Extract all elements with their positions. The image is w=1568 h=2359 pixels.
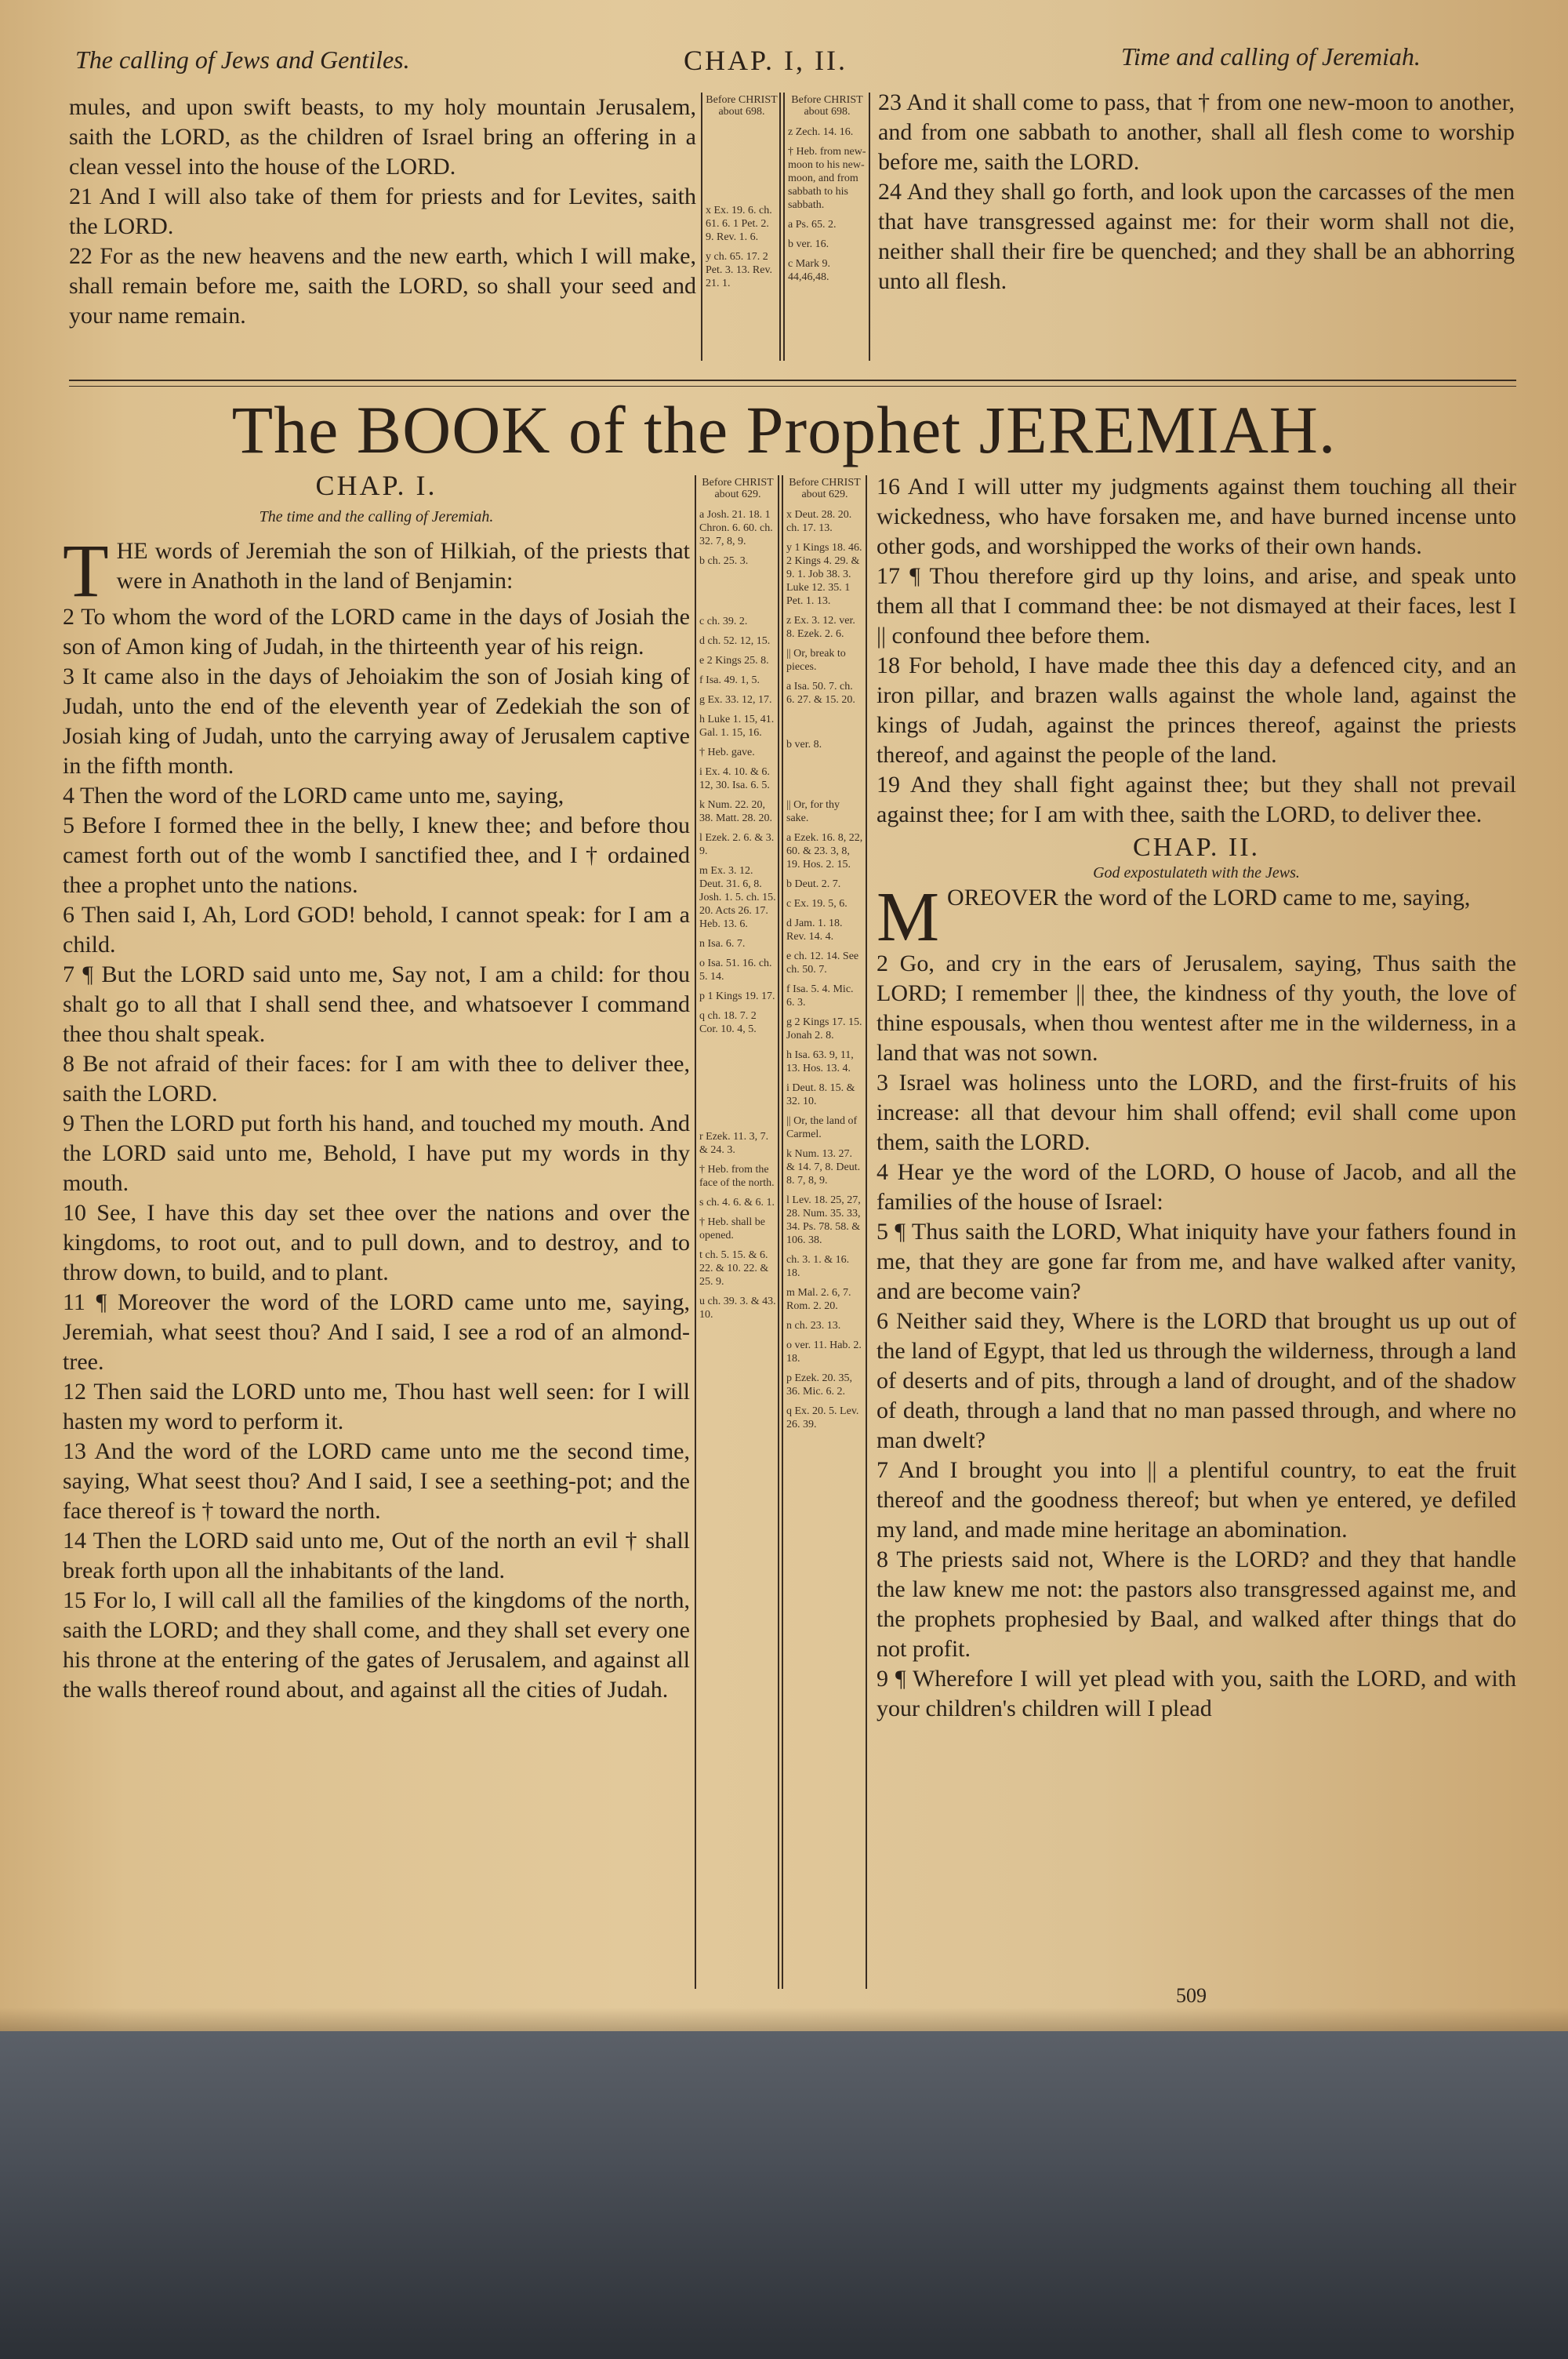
- marginal-note: l Lev. 18. 25, 27, 28. Num. 35. 33, 34. Ps. 78. 58. & 106. 38.: [786, 1194, 861, 1246]
- marginal-note: h Luke 1. 15, 41. Gal. 1. 15, 16.: [699, 714, 775, 739]
- marginal-note: k Num. 22. 20, 38. Matt. 28. 20.: [699, 799, 772, 824]
- marginal-note: || Or, the land of Carmel.: [786, 1115, 858, 1140]
- marginal-note: z Zech. 14. 16.: [788, 126, 854, 138]
- marginal-note: l Ezek. 2. 6. & 3. 9.: [699, 832, 775, 857]
- marginal-note: c ch. 39. 2.: [699, 616, 748, 627]
- jeremiah-verse: 9 Then the LORD put forth his hand, and touched my mouth. And the LORD said unto me, Behold, I have put my words in thy mouth.: [63, 1110, 690, 1196]
- column-divider: [701, 93, 702, 361]
- era-heading: Before CHRIST about 698.: [706, 94, 778, 118]
- marginal-note: † Heb. gave.: [699, 747, 755, 758]
- jeremiah-verse: 18 For behold, I have made thee this day a defenced city, and an iron pillar, and brazen walls against the whole land, against the kings of Judah, against the princes thereof, against the priests thereof, and against the people of the land.: [877, 652, 1516, 768]
- page-number: 509: [1176, 1984, 1207, 2007]
- marginal-note: h Isa. 63. 9, 11, 13. Hos. 13. 4.: [786, 1049, 854, 1074]
- jeremiah-verse: 3 It came also in the days of Jehoiakim the son of Josiah king of Judah, unto the end of the eleventh year of Zedekiah the son of Josiah king of Judah, unto the carrying away of Jerusalem captive in the fifth month.: [63, 663, 690, 779]
- column-divider: [783, 93, 785, 361]
- marginal-note: f Isa. 5. 4. Mic. 6. 3.: [786, 983, 854, 1009]
- era-heading: Before CHRIST about 629.: [702, 477, 774, 500]
- section-rule: [69, 380, 1516, 381]
- marginal-note: e ch. 12. 14. See ch. 50. 7.: [786, 951, 859, 976]
- jeremiah-verse: 12 Then said the LORD unto me, Thou hast well seen: for I will hasten my word to perform it.: [63, 1379, 690, 1434]
- jeremiah-verse: 5 ¶ Thus saith the LORD, What iniquity have your fathers found in me, that they are gone far from me, and have walked after vanity, and are become vain?: [877, 1219, 1516, 1304]
- column-divider: [782, 475, 783, 1989]
- jeremiah-verse: 17 ¶ Thou therefore gird up thy loins, and arise, and speak unto them all that I command thee: be not dismayed at their faces, lest I || confound thee before them.: [877, 563, 1516, 649]
- jeremiah-verse: 2 Go, and cry in the ears of Jerusalem, saying, Thus saith the LORD; I remember || thee, the kindness of thy youth, the love of thine espousals, when thou wentest after me in the wilderness, in a land that was not sown.: [877, 951, 1516, 1066]
- marginal-note: x Ex. 19. 6. ch. 61. 6. 1 Pet. 2. 9. Rev. 1. 6.: [706, 205, 772, 243]
- marginal-note: f Isa. 49. 1, 5.: [699, 674, 760, 686]
- marginal-note: || Or, for thy sake.: [786, 799, 840, 824]
- jeremiah-verse: 7 And I brought you into || a plentiful country, to eat the fruit thereof and the goodness thereof; but when ye entered, ye defiled my land, and made mine heritage an abomination.: [877, 1457, 1516, 1543]
- marginal-note: y ch. 65. 17. 2 Pet. 3. 13. Rev. 21. 1.: [706, 251, 773, 289]
- jeremiah-verse: 8 The priests said not, Where is the LORD? and they that handle the law knew me not: the pastors also transgressed against me, and the prophets prophesied by Baal, and walked after things that do not profit.: [877, 1547, 1516, 1662]
- marginal-note: i Deut. 8. 15. & 32. 10.: [786, 1082, 855, 1107]
- isaiah-left-column: [69, 93, 696, 331]
- marginal-note: m Ex. 3. 12. Deut. 31. 6, 8. Josh. 1. 5. ch. 15. 20. Acts 26. 17. Heb. 13. 6.: [699, 865, 776, 930]
- page-edge-shadow: [0, 2008, 1568, 2031]
- running-head-left: The calling of Jews and Gentiles.: [75, 45, 410, 74]
- marginal-note: i Ex. 4. 10. & 6. 12, 30. Isa. 6. 5.: [699, 766, 770, 791]
- running-head-right: Time and calling of Jeremiah.: [1121, 42, 1421, 71]
- marginal-note: † Heb. from new-moon to his new-moon, and from sabbath to his sabbath.: [788, 146, 866, 211]
- isaiah-verse: 24 And they shall go forth, and look upon the carcasses of the men that have transgressed against me: for their worm shall not die, neither shall their fire be quenched; and they shall be an abhorring unto all flesh.: [878, 179, 1515, 294]
- jeremiah-verse: 15 For lo, I will call all the families of the kingdoms of the north, saith the LORD; and they shall come, and they shall set every one his throne at the entering of the gates of Jerusalem, and against all the walls thereof round about, and against all the cities of Judah.: [63, 1587, 690, 1703]
- marginal-note: a Josh. 21. 18. 1 Chron. 6. 60. ch. 32. 7, 8, 9.: [699, 509, 773, 547]
- drop-capital: M: [877, 878, 940, 956]
- marginal-note: o Isa. 51. 16. ch. 5. 14.: [699, 958, 772, 983]
- book-title: The BOOK of the Prophet JEREMIAH.: [231, 392, 1337, 467]
- marginal-note: d ch. 52. 12, 15.: [699, 635, 771, 647]
- marginal-note: ch. 3. 1. & 16. 18.: [786, 1254, 850, 1279]
- marginal-note: b Deut. 2. 7.: [786, 878, 841, 890]
- marginal-note: s ch. 4. 6. & 6. 1.: [699, 1197, 775, 1209]
- jeremiah-verse: 6 Then said I, Ah, Lord GOD! behold, I cannot speak: for I am a child.: [63, 902, 690, 958]
- marginal-note: p Ezek. 20. 35, 36. Mic. 6. 2.: [786, 1372, 852, 1398]
- marginal-note: a Isa. 50. 7. ch. 6. 27. & 15. 20.: [786, 681, 855, 706]
- jeremiah-right-column: [877, 472, 1516, 1724]
- isaiah-verse: 22 For as the new heavens and the new earth, which I will make, shall remain before me, saith the LORD, so shall your seed and your name remain.: [69, 243, 696, 329]
- marginal-note: c Ex. 19. 5, 6.: [786, 898, 848, 910]
- chapter-1-summary: The time and the calling of Jeremiah.: [259, 508, 494, 525]
- marginal-references-top-left: [706, 94, 778, 296]
- marginal-note: q ch. 18. 7. 2 Cor. 10. 4, 5.: [699, 1010, 757, 1035]
- jeremiah-verse: HE words of Jeremiah the son of Hilkiah, of the priests that were in Anathoth in the land of Benjamin:: [116, 538, 690, 594]
- jeremiah-verse: 6 Neither said they, Where is the LORD that brought us up out of the land of Egypt, that led us through the wilderness, through a land of deserts and of pits, through a land of drought, and of the shadow of death, through a land that no man passed through, and where no man dwelt?: [877, 1308, 1516, 1453]
- marginal-note: n Isa. 6. 7.: [699, 938, 746, 950]
- jeremiah-verse: 7 ¶ But the LORD said unto me, Say not, I am a child: for thou shalt go to all that I shall send thee, and whatsoever I command thee thou shalt speak.: [63, 961, 690, 1047]
- marginal-note: g 2 Kings 17. 15. Jonah 2. 8.: [786, 1016, 862, 1041]
- marginal-note: r Ezek. 11. 3, 7. & 24. 3.: [699, 1131, 769, 1156]
- isaiah-verse: 23 And it shall come to pass, that † from one new-moon to another, and from one sabbath to another, shall all flesh come to worship before me, saith the LORD.: [878, 89, 1515, 175]
- running-head-center: CHAP. I, II.: [684, 45, 848, 76]
- column-divider: [779, 93, 781, 361]
- marginal-note: g Ex. 33. 12, 17.: [699, 694, 772, 706]
- jeremiah-verse: 2 To whom the word of the LORD came in the days of Josiah the son of Amon king of Judah, in the thirteenth year of his reign.: [63, 604, 690, 660]
- column-divider: [695, 475, 696, 1989]
- marginal-note: b ver. 8.: [786, 739, 822, 751]
- era-heading: Before CHRIST about 698.: [791, 94, 863, 118]
- marginal-references-right: [786, 477, 863, 1438]
- marginal-note: x Deut. 28. 20. ch. 17. 13.: [786, 509, 852, 534]
- column-divider: [866, 475, 867, 1989]
- jeremiah-verse: 3 Israel was holiness unto the LORD, and the first-fruits of his increase: all that devour him shall offend; evil shall come upon them, saith the LORD.: [877, 1070, 1516, 1155]
- marginal-note: † Heb. shall be opened.: [699, 1216, 765, 1241]
- marginal-note: || Or, break to pieces.: [786, 648, 846, 673]
- marginal-note: z Ex. 3. 12. ver. 8. Ezek. 2. 6.: [786, 615, 855, 640]
- chapter-1-heading: CHAP. I.: [315, 470, 437, 501]
- jeremiah-left-column: [63, 529, 690, 1705]
- marginal-references-left: [699, 477, 776, 1328]
- jeremiah-verse: 8 Be not afraid of their faces: for I am with thee to deliver thee, saith the LORD.: [63, 1051, 690, 1107]
- marginal-note: n ch. 23. 13.: [786, 1320, 841, 1332]
- marginal-note: a Ezek. 16. 8, 22, 60. & 23. 3, 8, 19. Hos. 2. 15.: [786, 832, 863, 871]
- marginal-note: † Heb. from the face of the north.: [699, 1164, 775, 1189]
- marginal-note: b ver. 16.: [788, 238, 829, 250]
- desk-background: [0, 2031, 1568, 2359]
- era-heading: Before CHRIST about 629.: [789, 477, 861, 500]
- jeremiah-verse: 14 Then the LORD said unto me, Out of the north an evil † shall break forth upon all the inhabitants of the land.: [63, 1528, 690, 1583]
- section-rule: [69, 386, 1516, 387]
- jeremiah-verse: OREOVER the word of the LORD came to me, saying,: [947, 885, 1471, 911]
- jeremiah-verse: 11 ¶ Moreover the word of the LORD came unto me, saying, Jeremiah, what seest thou? And I said, I see a rod of an almond-tree.: [63, 1289, 690, 1375]
- jeremiah-verse: 9 ¶ Wherefore I will yet plead with you, saith the LORD, and with your children's children will I plead: [877, 1666, 1516, 1721]
- marginal-note: o ver. 11. Hab. 2. 18.: [786, 1339, 862, 1365]
- jeremiah-verse: 13 And the word of the LORD came unto me the second time, saying, What seest thou? And I said, I see a seething-pot; and the face thereof is † toward the north.: [63, 1438, 690, 1524]
- marginal-note: b ch. 25. 3.: [699, 555, 749, 567]
- marginal-note: u ch. 39. 3. & 43. 10.: [699, 1296, 776, 1321]
- jeremiah-verse: 19 And they shall fight against thee; but they shall not prevail against thee; for I am with thee, saith the LORD, to deliver thee.: [877, 772, 1516, 827]
- marginal-note: q Ex. 20. 5. Lev. 26. 39.: [786, 1405, 859, 1430]
- marginal-note: p 1 Kings 19. 17.: [699, 990, 775, 1002]
- marginal-references-top-right: [788, 94, 866, 290]
- chapter-2-summary: God expostulateth with the Jews.: [1093, 864, 1300, 881]
- isaiah-verse: mules, and upon swift beasts, to my holy mountain Jerusalem, saith the LORD, as the children of Israel bring an offering in a clean vessel into the house of the LORD.: [69, 94, 696, 180]
- jeremiah-verse: 16 And I will utter my judgments against them touching all their wickedness, who have forsaken me, and have burned incense unto other gods, and worshipped the works of their own hands.: [877, 474, 1516, 559]
- drop-capital: T: [63, 529, 109, 612]
- marginal-note: y 1 Kings 18. 46. 2 Kings 4. 29. & 9. 1. Job 38. 3. Luke 12. 35. 1 Pet. 1. 13.: [786, 542, 862, 607]
- jeremiah-verse: 4 Hear ye the word of the LORD, O house of Jacob, and all the families of the house of Israel:: [877, 1159, 1516, 1215]
- marginal-note: k Num. 13. 27. & 14. 7, 8. Deut. 8. 7, 8, 9.: [786, 1148, 861, 1187]
- marginal-note: a Ps. 65. 2.: [788, 219, 837, 231]
- marginal-note: m Mal. 2. 6, 7. Rom. 2. 20.: [786, 1287, 851, 1312]
- marginal-note: e 2 Kings 25. 8.: [699, 655, 769, 667]
- jeremiah-verse: 5 Before I formed thee in the belly, I knew thee; and before thou camest forth out of the womb I sanctified thee, and I † ordained thee a prophet unto the nations.: [63, 812, 690, 898]
- jeremiah-verse: 10 See, I have this day set thee over the nations and over the kingdoms, to root out, and to pull down, and to destroy, and to throw down, to build, and to plant.: [63, 1200, 690, 1285]
- chapter-2-heading: CHAP. II.: [1132, 833, 1261, 862]
- isaiah-verse: 21 And I will also take of them for priests and for Levites, saith the LORD.: [69, 184, 696, 239]
- jeremiah-verse: 4 Then the word of the LORD came unto me, saying,: [63, 783, 564, 809]
- marginal-note: d Jam. 1. 18. Rev. 14. 4.: [786, 918, 843, 943]
- marginal-note: c Mark 9. 44,46,48.: [788, 258, 831, 283]
- column-divider: [778, 475, 779, 1989]
- isaiah-right-column: [878, 88, 1515, 296]
- column-divider: [869, 93, 870, 361]
- marginal-note: t ch. 5. 15. & 6. 22. & 10. 22. & 25. 9.: [699, 1249, 769, 1288]
